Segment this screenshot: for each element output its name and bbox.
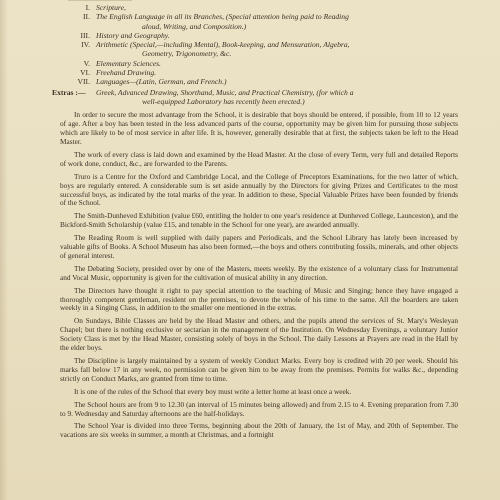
course-item <box>60 68 458 77</box>
paragraph-letters-home: It is one of the rules of the School that every boy must write a letter home at least once a week. <box>74 386 352 396</box>
paragraph-sundays: On Sundays, Bible Classes are held by the Head Master and others, and the pupils attend the services of St. Mary's Wesleyan Chapel; but there is nothing exclusive or sectarian in the management of the Institution. On Wednesday Evenings, a voluntary Junior Society Class is met by the Head Master, consisting solely of boys in the School. The daily Lessons at Prayers are read in the Hall by the elder boys. <box>60 316 458 353</box>
course-numeral: II. <box>83 12 90 22</box>
course-item <box>60 77 458 86</box>
paragraph-exhibition: The Smith-Dunheved Exhibition (value £60, entitling the holder to one year's residence at Dunheved College, Launceston), and the Bickford-Smith Scholarship (value £15, and tenable in the School for one year), are awarded annually. <box>60 211 458 230</box>
course-numeral: VI. <box>80 68 90 78</box>
course-item <box>60 59 458 68</box>
course-numeral: III. <box>80 30 90 40</box>
course-numeral: VII. <box>77 77 90 87</box>
paragraph-examinations: Truro is a Centre for the Oxford and Cambridge Local, and the College of Preceptors Examinations, for the two latter of which, boys are regularly entered. A considerable sum is set aside annually by the Directors for giving Prizes and Certificates to the most successful boys, as indicated by the total marks of the year. In addition to these, Special Valuable Prizes have been founded by friends of the School. <box>60 171 458 208</box>
course-text: Arithmetic (Special,—including Mental), Book-keeping, and Mensuration, Algebra, <box>96 40 350 50</box>
course-text: History and Geography. <box>96 30 170 40</box>
course-item <box>60 31 458 40</box>
paragraph-discipline: The Discipline is largely maintained by a system of weekly Conduct Marks. Every boy is credited with 20 per week. Should his marks fall below 17 in any week, no permission can be given him to be away from the premises. Permits for walks &c., depending strictly on Conduct Marks, are granted from time to time. <box>60 356 458 383</box>
course-item <box>60 12 458 31</box>
course-text: Scripture, <box>96 3 126 12</box>
course-numeral: I. <box>85 3 90 12</box>
course-item <box>60 3 458 12</box>
course-numeral: V. <box>83 58 90 68</box>
course-text: Elementary Sciences. <box>96 58 161 68</box>
paragraph-debating-society: The Debating Society, presided over by one of the Masters, meets weekly. By the existence of a voluntary class for Instrumental and Vocal Music, opportunity is given for the cultivation of musical ability in any direction. <box>60 263 458 282</box>
course-text: Freehand Drawing. <box>96 68 157 78</box>
paragraph-music: The Directors have thought it right to pay special attention to the teaching of Music and Singing; hence they have engaged a thoroughly competent gentleman, resident on the premises, to devote the whole of his time to the same. All the boarders are taken weekly in a Singing Class, in addition to the smaller one mentioned in the extras. <box>60 285 458 313</box>
course-subject-list <box>60 3 458 87</box>
extras-text-continued: well-equipped Laboratory has recently been erected.) <box>142 96 305 106</box>
paragraph-school-hours: The School hours are from 9 to 12.30 (an interval of 15 minutes being allowed) and from 2.15 to 4. Evening preparation from 7.30 to 9. Wednesday and Saturday afternoons are the half-holidays. <box>60 399 458 418</box>
course-text: The English Language in all its Branches, (Special attention being paid to Reading <box>96 12 349 22</box>
paragraph-school-year: The School Year is divided into three Terms, beginning about the 20th of January, the 1st of May, and 20th of September. The vacations are six weeks in summer, a month at Christmas, and a fortnight <box>60 421 458 440</box>
page-edge-shadow <box>0 0 8 500</box>
extras-label: Extras :— <box>52 87 86 97</box>
course-item <box>60 40 458 59</box>
paragraph-reports: The work of every class is laid down and examined by the Head Master. At the close of every Term, very full and detailed Reports of work done, conduct, &c., are forwarded to the Parents. <box>60 149 458 168</box>
extras-text: Greek, Advanced Drawing, Shorthand, Music, and Practical Chemistry, (for which a <box>96 87 354 97</box>
extras-entry <box>52 87 458 107</box>
course-text: Languages—(Latin, German, and French.) <box>96 77 227 87</box>
course-text-continued: aloud, Writing, and Composition.) <box>142 21 247 31</box>
course-text-continued: Geometry, Trigonometry, &c. <box>142 49 232 59</box>
course-numeral: IV. <box>81 40 90 50</box>
page-content <box>52 0 458 444</box>
paragraph-reading-room: The Reading Room is well supplied with daily papers and Periodicals, and the School Library has lately been increased by valuable gifts of Books. A School Museum has also been formed,—the boys and others contributing fossils, minerals, and other objects of general interest. <box>60 233 458 260</box>
paragraph-entry-age: In order to secure the most advantage from the School, it is desirable that boys should be entered, if possible, from 10 to 12 years of age. After a boy has been tested in the less advanced parts of the course, opportunity may be given him for pursuing those subjects which are likely to be of most service in after life. It is, however, generally desirable that at first, the subjects taken be left to the Head Master. <box>60 110 458 146</box>
